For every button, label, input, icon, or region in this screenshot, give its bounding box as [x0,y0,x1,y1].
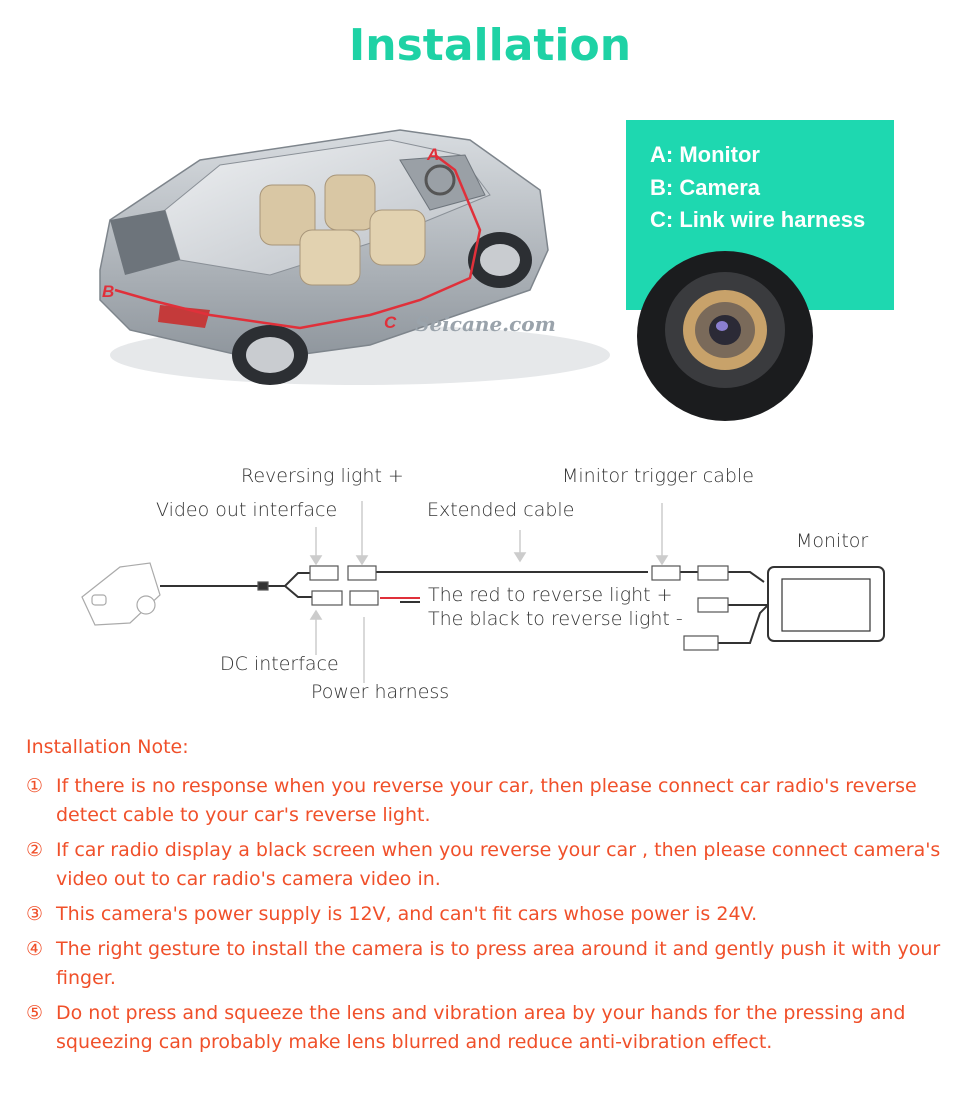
label-black-reverse: The black to reverse light - [428,608,683,630]
legend-harness: C: Link wire harness [650,207,866,232]
watermark: Seicane.com [415,312,556,336]
point-c-label: C [384,313,397,332]
label-monitor-trigger: Minitor trigger cable [562,465,754,487]
note-text: The right gesture to install the camera is to press area around it and gently push it with your finger. [56,938,941,989]
label-power-harness: Power harness [311,681,450,703]
legend-monitor: A: Monitor [650,142,760,167]
note-number: ③ [26,903,44,925]
page-title: Installation [348,20,632,71]
note-item [26,772,971,830]
label-monitor: Monitor [796,530,869,552]
note-text: If car radio display a black screen when you reverse your car , then please connect camera's video out to car radio's camera video in. [56,839,941,890]
label-extended-cable: Extended cable [427,499,575,521]
car-drawing [70,100,630,400]
installation-notes [26,736,971,1063]
label-reversing-light: Reversing light + [241,465,404,487]
point-a-label: A [427,145,440,164]
note-number: ① [26,775,44,797]
note-item [26,900,971,929]
point-b-label: B [102,282,115,301]
note-item [26,935,971,993]
note-text: If there is no response when you reverse your car, then please connect car radio's reverse detect cable to your car's reverse light. [56,775,917,826]
car-illustration [70,100,630,400]
note-text: This camera's power supply is 12V, and can't fit cars whose power is 24V. [56,903,758,925]
note-number: ⑤ [26,1002,44,1024]
note-item [26,836,971,894]
note-number: ④ [26,938,44,960]
label-red-reverse: The red to reverse light + [428,584,673,606]
label-dc-interface: DC interface [220,653,339,675]
notes-title: Installation Note: [26,736,189,758]
legend-camera: B: Camera [650,175,761,200]
label-video-out: Video out interface [156,499,338,521]
wiring-diagram [0,455,980,715]
note-text: Do not press and squeeze the lens and vibration area by your hands for the pressing and squeezing can probably make lens blurred and reduce anti-vibration effect. [56,1002,906,1053]
note-number: ② [26,839,44,861]
camera-photo [636,250,814,422]
note-item [26,999,971,1057]
